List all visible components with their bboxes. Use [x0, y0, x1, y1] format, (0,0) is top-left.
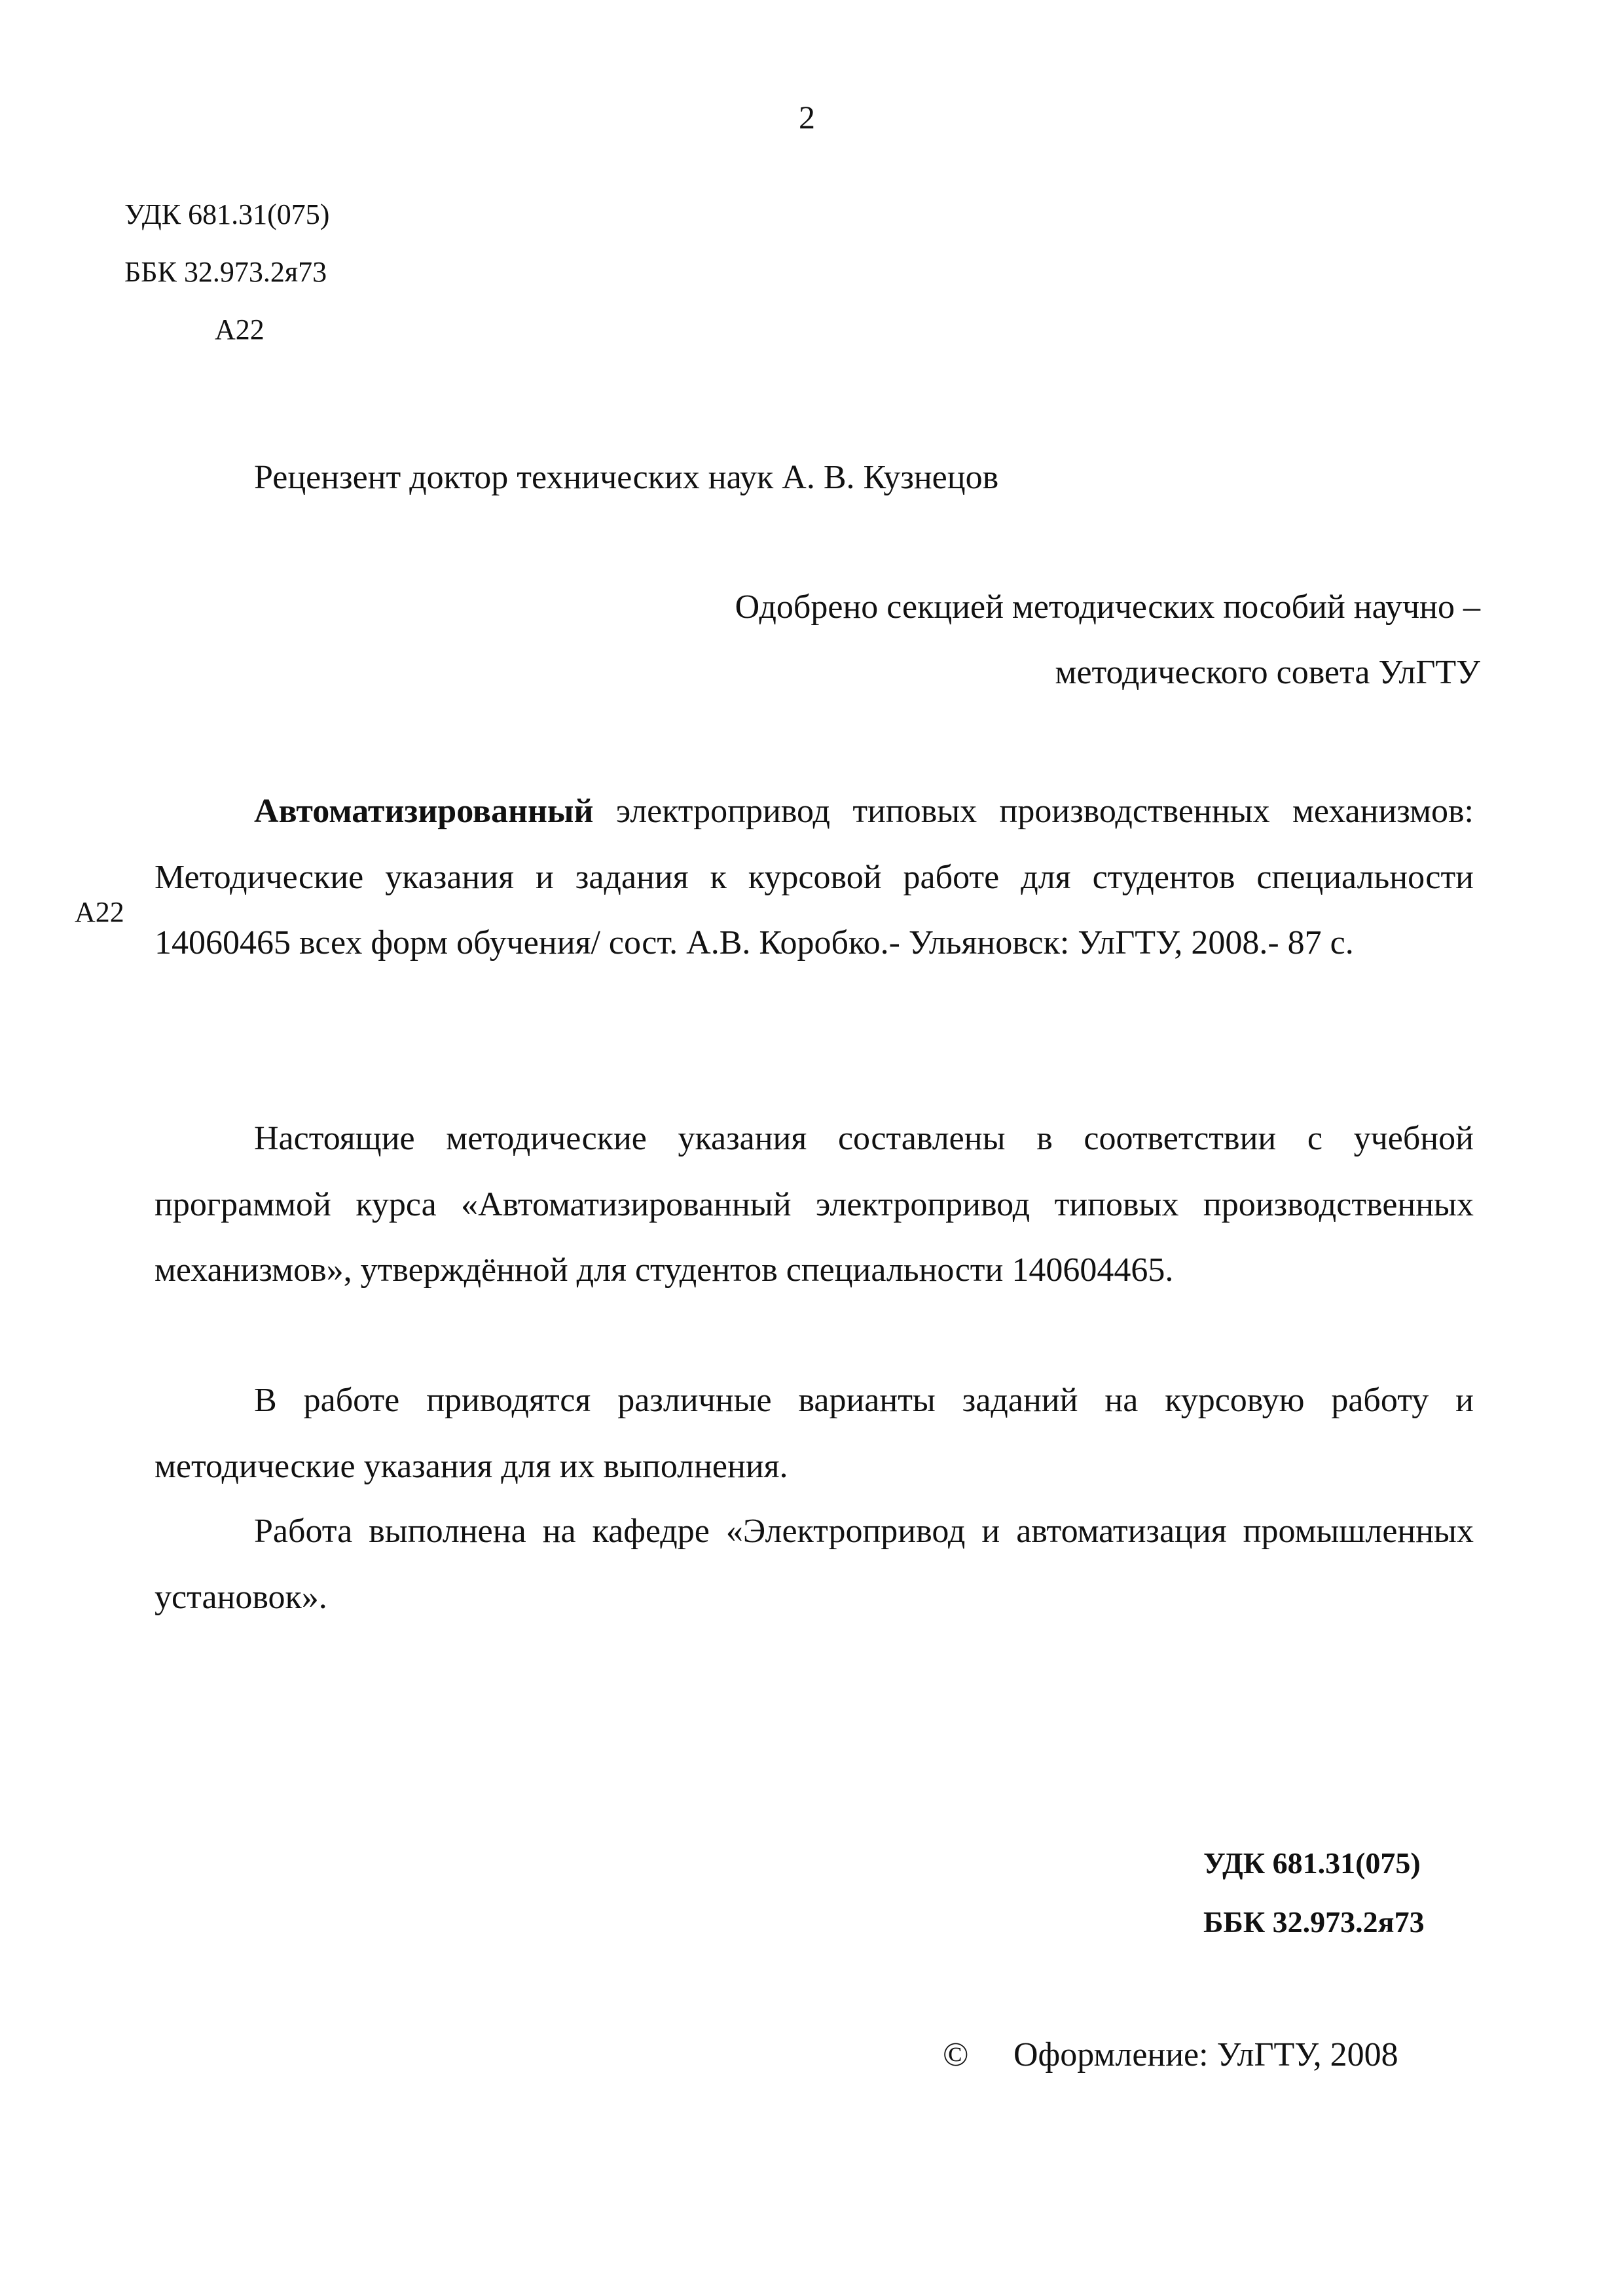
reviewer-line: Рецензент доктор технических наук А. В. Кузнецов	[254, 459, 999, 496]
approval-line-1: Одобрено секцией методических пособий научно –	[735, 588, 1480, 626]
copyright-text: Оформление: УлГТУ, 2008	[1013, 2036, 1398, 2073]
udk-code: УДК 681.31(075)	[124, 198, 330, 230]
copyright-icon: ©	[943, 2036, 969, 2073]
approval-line-2: методического совета УлГТУ	[1055, 654, 1480, 691]
margin-author-code: А22	[75, 896, 124, 928]
bibliographic-text: электропривод типовых производственных механизмов: Методические указания и задания к курсовой работе для студентов специальности 14060465 всех форм обучения/ сост. А.В. Коробко.- Ульяновск: УлГТУ, 2008.- 87 с.	[155, 793, 1474, 961]
bibliographic-title: Автоматизированный	[254, 793, 594, 830]
paragraph-variants: В работе приводятся различные варианты заданий на курсовую работу и методические указания для их выполнения.	[155, 1382, 1474, 1485]
paragraph-intro: Настоящие методические указания составлены в соответствии с учебной программой курса «Автоматизированный электропривод типовых производственных механизмов», утверждённой для студентов специальности 140604465.	[155, 1120, 1474, 1289]
footer-bbk-code: ББК 32.973.2я73	[1203, 1905, 1425, 1939]
bbk-code: ББК 32.973.2я73	[124, 256, 327, 288]
bibliographic-entry	[155, 779, 1474, 977]
page-number: 2	[799, 99, 815, 135]
author-code: А22	[215, 314, 264, 346]
footer-udk-code: УДК 681.31(075)	[1203, 1846, 1421, 1880]
paragraph-department: Работа выполнена на кафедре «Электропривод и автоматизация промышленных установок».	[155, 1513, 1474, 1616]
